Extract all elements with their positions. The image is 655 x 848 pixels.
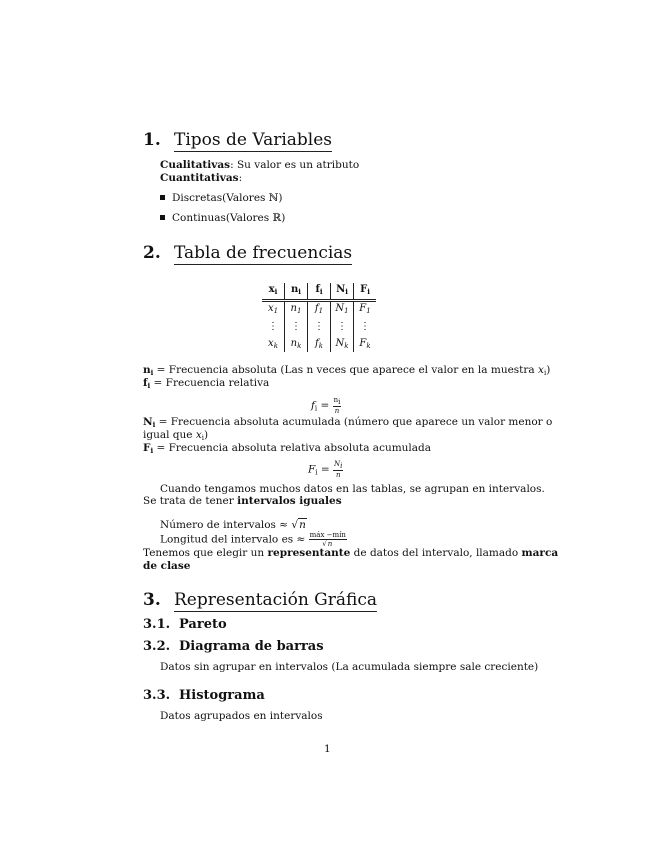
section-2-heading: Tabla de frecuencias	[174, 243, 353, 263]
section-3-number: 3.	[143, 590, 161, 610]
fi-formula: $f_i$ = $\frac{n_i}{n}$	[311, 396, 341, 415]
cuantitativas-label: Cuantitativas	[160, 172, 239, 184]
fi-definition: $f_i$ = Frecuencia relativa	[143, 377, 270, 390]
subsection-3-3-text: Datos agrupados en intervalos	[160, 710, 323, 722]
interval-length: Longitud del intervalo es ≈ $\frac{\text{máx −mín}}{√n}$	[160, 531, 346, 548]
table-row	[262, 300, 376, 317]
cell-nk: $n_k$	[285, 337, 308, 352]
table-header-row	[262, 283, 376, 300]
header-Ni: $N_i$	[331, 283, 354, 300]
cell-f1: $f_1$	[308, 300, 331, 317]
table-row	[262, 337, 376, 352]
Fi-definition: $F_i$ = Frecuencia absoluta relativa absoluta acumulada	[143, 442, 432, 455]
cell-N1: $N_1$	[331, 300, 354, 317]
representative-line: Tenemos que elegir un representante de datos del intervalo, llamado marca	[143, 547, 559, 559]
list-item	[160, 212, 285, 225]
cualitativas-label: Cualitativas	[160, 159, 231, 171]
cell-dots: ⋮	[354, 317, 377, 337]
section-3-title	[143, 590, 377, 611]
header-Fi: $F_i$	[354, 283, 377, 300]
cuantitativas-line	[160, 172, 242, 185]
subsection-3-1-title: 3.1. Pareto	[143, 617, 227, 632]
cell-fk: $f_k$	[308, 337, 331, 352]
bullet-icon	[160, 195, 165, 200]
list-item	[160, 192, 282, 205]
subsection-3-2-text: Datos sin agrupar en intervalos (La acumulada siempre sale creciente)	[160, 661, 539, 673]
section-1-title	[143, 130, 332, 151]
cell-Fk: $F_k$	[354, 337, 377, 352]
table-row	[262, 317, 376, 337]
number-of-intervals: Número de intervalos ≈ √n	[160, 519, 306, 531]
cuantitativas-colon: :	[238, 172, 243, 184]
cell-dots: ⋮	[308, 317, 331, 337]
Ni-definition-cont: igual que $x_i$)	[143, 429, 209, 442]
representative-line-cont: de clase	[143, 560, 191, 572]
header-fi: $f_i$	[308, 283, 331, 300]
bullet-icon	[160, 215, 165, 220]
Fi-fraction: $\frac{N_i}{n}$	[334, 460, 343, 479]
cell-dots: ⋮	[268, 320, 278, 332]
subsection-3-3-title: 3.3. Histograma	[143, 688, 265, 703]
section-2-title	[143, 243, 352, 264]
list-item-text: Discretas(Valores ℕ)	[172, 192, 283, 204]
cell-x1: $x_1$	[267, 302, 279, 315]
header-xi: $x_i$	[262, 283, 285, 300]
length-fraction: $\frac{\text{máx −mín}}{√n}$	[309, 531, 346, 548]
fi-fraction: $\frac{n_i}{n}$	[333, 396, 341, 415]
cell-F1: $F_1$	[354, 300, 377, 317]
subsection-3-2-title: 3.2. Diagrama de barras	[143, 639, 324, 654]
cell-Nk: $N_k$	[331, 337, 354, 352]
section-3-heading: Representación Gráfica	[174, 590, 378, 610]
ni-definition: $n_i$ = Frecuencia absoluta (Las n veces que aparece el valor en la muestra $x_i$)	[143, 364, 551, 377]
cell-dots: ⋮	[285, 317, 308, 337]
header-ni: $n_i$	[285, 283, 308, 300]
list-item-text: Continuas(Valores ℝ)	[172, 212, 286, 224]
cell-n1: $n_1$	[285, 300, 308, 317]
section-1-heading: Tipos de Variables	[174, 130, 333, 150]
page-number: 1	[324, 743, 331, 755]
section-2-number: 2.	[143, 243, 161, 263]
cell-dots: ⋮	[331, 317, 354, 337]
cualitativas-text: : Su valor es un atributo	[230, 159, 360, 171]
Fi-formula: $F_i$ = $\frac{N_i}{n}$	[308, 460, 343, 479]
paragraph-equal-intervals: Se trata de tener intervalos iguales	[143, 495, 342, 507]
frequency-table	[262, 283, 376, 352]
Ni-definition: $N_i$ = Frecuencia absoluta acumulada (número que aparece un valor menor o	[143, 416, 553, 429]
cualitativas-line	[160, 159, 359, 172]
cell-xk: $x_k$	[268, 337, 278, 350]
paragraph-intervals: Cuando tengamos muchos datos en las tablas, se agrupan en intervalos.	[160, 483, 545, 495]
section-1-number: 1.	[143, 130, 161, 150]
